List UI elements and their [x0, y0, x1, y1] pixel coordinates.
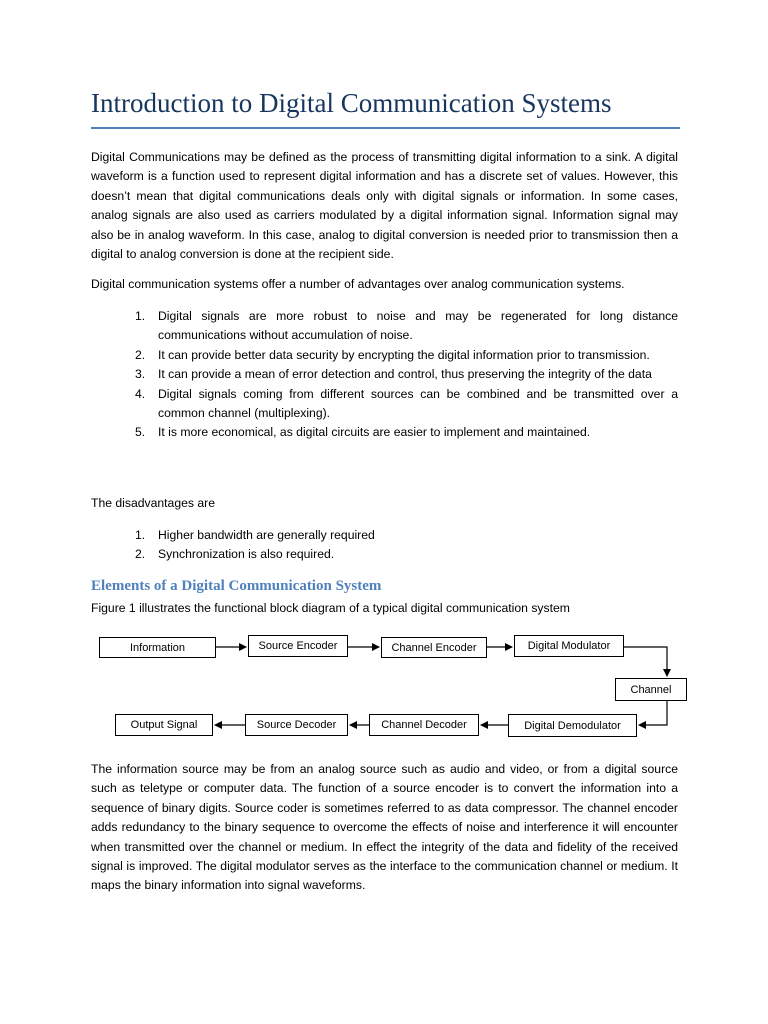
- block-digital-modulator: Digital Modulator: [514, 635, 624, 657]
- list-number: 1.: [135, 309, 146, 323]
- block-output-signal: Output Signal: [115, 714, 213, 736]
- list-item-text: It can provide better data security by encrypting the digital information prior to transmission.: [158, 347, 650, 362]
- disadvantages-intro: The disadvantages are: [91, 496, 215, 510]
- list-item-text: Higher bandwidth are generally required: [158, 528, 375, 542]
- list-item: [135, 346, 678, 365]
- list-number: 5.: [135, 425, 146, 440]
- list-item-text: Synchronization is also required.: [158, 547, 335, 562]
- list-item-text: Digital signals are more robust to noise and may be regenerated for long distance communications without accumulation of noise.: [158, 309, 678, 343]
- list-item: [135, 526, 678, 545]
- arrow-modulator-to-channel: [624, 647, 667, 676]
- block-channel-encoder: Channel Encoder: [381, 637, 487, 658]
- list-number: 4.: [135, 386, 146, 401]
- advantages-list: [135, 307, 678, 443]
- list-item: [135, 365, 678, 384]
- block-digital-demodulator: Digital Demodulator: [508, 714, 637, 737]
- list-item-text: Digital signals coming from different sources can be combined and be transmitted over a common channel (multiplexing).: [158, 386, 678, 421]
- block-channel-decoder: Channel Decoder: [369, 714, 479, 736]
- list-item: [135, 423, 678, 442]
- list-number: 3.: [135, 367, 146, 382]
- closing-paragraph: The information source may be from an analog source such as audio and video, or from a digital source such as teletype or computer data. The function of a source encoder is to convert the information into a sequence of binary digits. Source coder is sometimes referred to as data compressor. The channel encoder adds redundancy to the binary sequence to overcome the effects of noise and interference it will encounter when transmitted over the channel or medium. In effect the integrity of the data and fidelity of the received signal is improved. The digital modulator serves as the interface to the communication channel or medium. It maps the binary information into signal waveforms.: [91, 762, 678, 893]
- list-item: [135, 385, 678, 424]
- list-item-text: It is more economical, as digital circuits are easier to implement and maintained.: [158, 425, 591, 440]
- list-number: 2.: [135, 347, 146, 362]
- intro-paragraph: Digital Communications may be defined as the process of transmitting digital information to a sink. A digital waveform is a function used to represent digital information and has a discrete set of values. However, this doesn’t mean that digital communications deals only with digital signals or information. In some cases, analog signals are also used as carriers modulated by a digital information signal. Information signal may also be in analog waveform. In this case, analog to digital conversion is needed prior to transmission then a digital to analog conversion is done at the recipient side.: [91, 150, 678, 262]
- arrow-channel-to-demodulator: [639, 701, 667, 725]
- list-item-text: It can provide a mean of error detection and control, thus preserving the integrity of the data: [158, 367, 652, 382]
- list-item: [135, 307, 678, 346]
- disadvantages-list: [135, 526, 678, 565]
- section-heading: Elements of a Digital Communication System: [91, 578, 382, 594]
- block-channel: Channel: [615, 678, 687, 701]
- block-information: Information: [99, 637, 216, 658]
- block-source-encoder: Source Encoder: [248, 635, 348, 657]
- list-item: [135, 545, 678, 564]
- list-number: 2.: [135, 547, 146, 562]
- list-number: 1.: [135, 528, 146, 542]
- block-source-decoder: Source Decoder: [245, 714, 348, 736]
- title-underline: [91, 127, 680, 129]
- advantages-intro: Digital communication systems offer a number of advantages over analog communication systems.: [91, 277, 625, 291]
- figure-caption: Figure 1 illustrates the functional block diagram of a typical digital communication system: [91, 601, 570, 615]
- page-title: Introduction to Digital Communication Systems: [91, 88, 612, 118]
